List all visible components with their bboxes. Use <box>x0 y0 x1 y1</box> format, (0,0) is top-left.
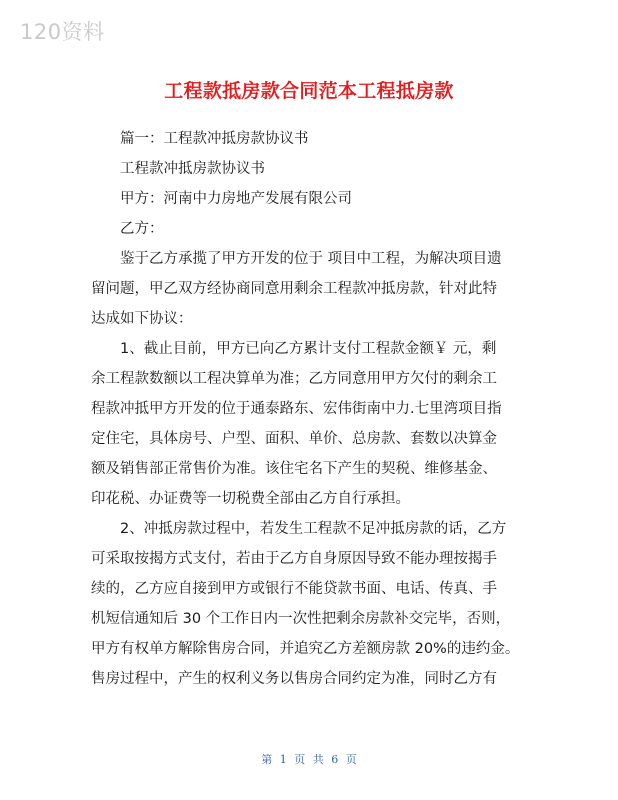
text-line: 程款冲抵甲方开发的位于通泰路东、宏伟街南中力.七里湾项目指 <box>91 401 502 417</box>
text-line: 1、截止目前，甲方已向乙方累计支付工程款金额￥ 元，剩 <box>120 341 497 357</box>
text-line: 甲方有权单方解除售房合同，并追究乙方差额房款 20%的违约金。 <box>91 641 520 657</box>
text-line: 印花税、办证费等一切税费全部由乙方自行承担。 <box>91 491 410 507</box>
paragraph-clause-1 <box>91 334 529 514</box>
text-line: 额及销售部正常售价为准。该住宅名下产生的契税、维修基金、 <box>91 461 497 477</box>
text-line: 可采取按揭方式支付，若由于乙方自身原因导致不能办理按揭手 <box>91 551 497 567</box>
header-line: 乙方： <box>120 221 164 237</box>
header-line: 工程款冲抵房款协议书 <box>120 161 265 177</box>
text-line: 达成如下协议： <box>91 311 193 327</box>
header-line: 篇一：工程款冲抵房款协议书 <box>120 131 309 147</box>
text-line: 定住宅，具体房号、户型、面积、单价、总房款、套数以决算金 <box>91 431 497 447</box>
paragraph-clause-2 <box>91 514 529 694</box>
text-line: 续的，乙方应自接到甲方或银行不能贷款书面、电话、传真、手 <box>91 581 497 597</box>
text-line: 售房过程中，产生的权利义务以售房合同约定为准，同时乙方有 <box>91 671 497 687</box>
text-line: 鉴于乙方承揽了甲方开发的位于 项目中工程，为解决项目遗 <box>120 251 502 267</box>
text-line: 2、冲抵房款过程中，若发生工程款不足冲抵房款的话，乙方 <box>120 521 507 537</box>
page-number: 第 1 页 共 6 页 <box>261 753 357 766</box>
watermark: 120资料 <box>20 20 105 44</box>
document-title: 工程款抵房款合同范本工程抵房款 <box>164 80 454 102</box>
paragraph-preamble <box>91 244 529 334</box>
document-body <box>91 124 529 694</box>
text-line: 余工程款数额以工程决算单为准；乙方同意用甲方欠付的剩余工 <box>91 371 497 387</box>
text-line: 机短信通知后 30 个工作日内一次性把剩余房款补交完毕，否则， <box>91 611 511 627</box>
text-line: 留问题，甲乙双方经协商同意用剩余工程款冲抵房款，针对此特 <box>91 281 497 297</box>
header-line: 甲方：河南中力房地产发展有限公司 <box>120 191 352 207</box>
